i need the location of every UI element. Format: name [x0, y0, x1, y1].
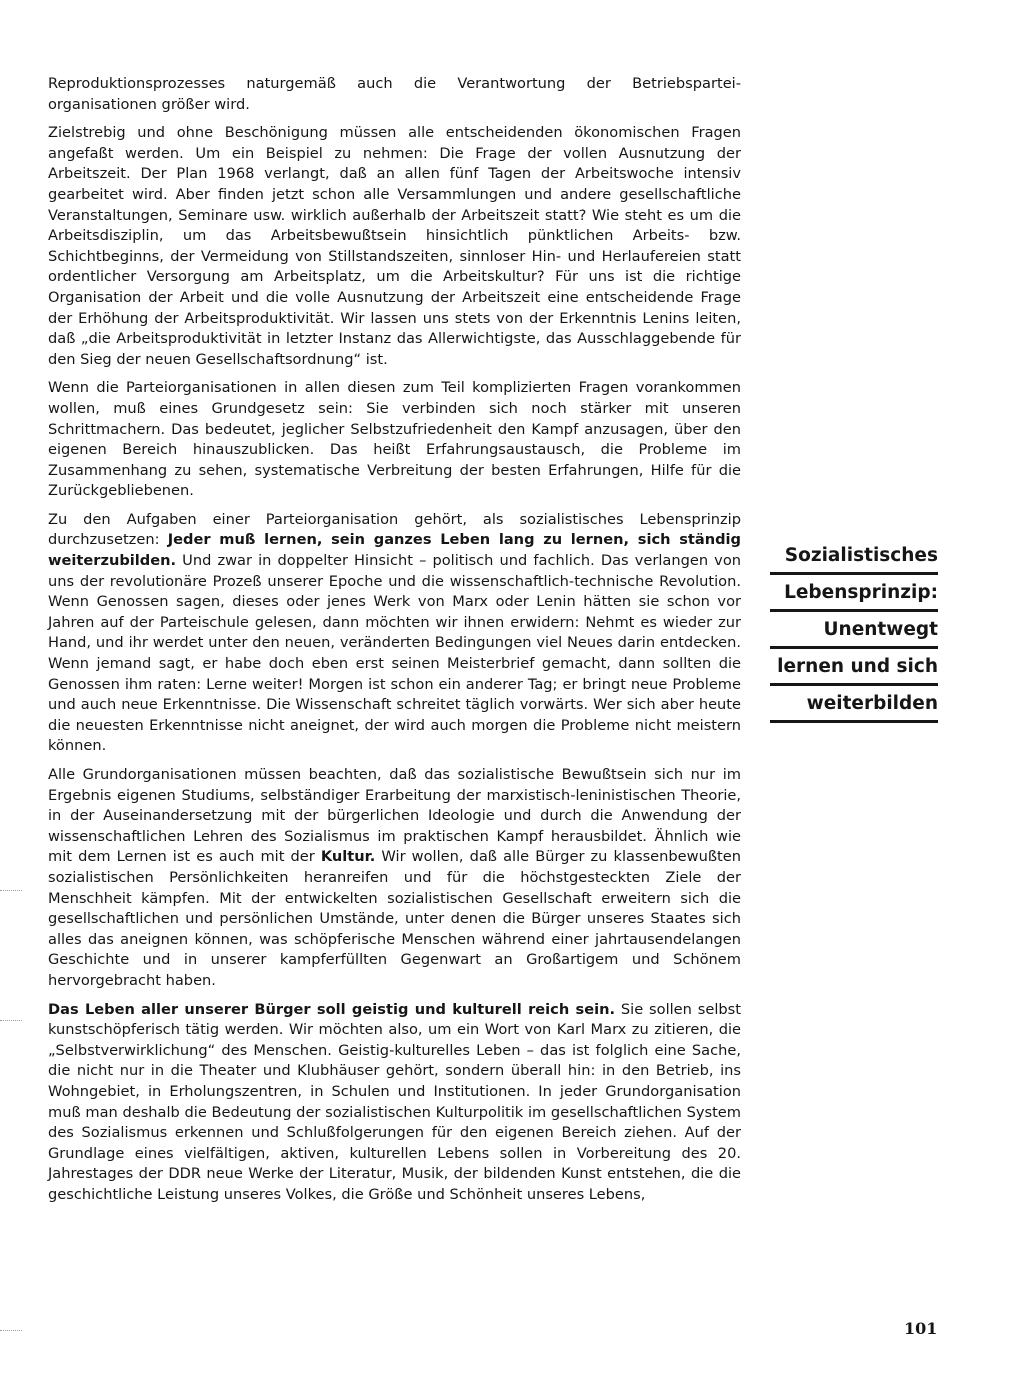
emphasized-text: Das Leben aller unserer Bürger soll geistig und kulturell reich sein. [48, 1000, 616, 1018]
page-number: 101 [904, 1319, 938, 1338]
paragraph [48, 1000, 741, 1206]
text-segment: Wenn die Parteiorganisationen in allen diesen zum Teil komplizierten Fragen vorankommen wollen, muß eines Grundgesetz sein: Sie verbinden sich noch stärker mit unseren Schrittmachern. Das bedeutet, jeglicher Selbstzufriedenheit den Kampf anzusagen, über den eigenen Bereich hinauszublicken. Das heißt Erfahrungsaustausch, die Probleme im Zusammenhang zu sehen, systematische Verbreitung der besten Erfahrungen, Hilfe für die Zurückgebliebenen. [48, 379, 741, 500]
text-segment: Und zwar in doppelter Hinsicht – politisch und fachlich. Das verlangen von uns der revolutionäre Prozeß unserer Epoche und die wissenschaftlich-technische Revolution. Wenn Genossen sagen, dieses oder jenes Werk von Marx oder Lenin hätten sie schon vor Jahren auf der Parteischule gelesen, dann möchten wir ihnen erwidern: Nehmt es wieder zur Hand, und ihr werdet unter den neuen, veränderten Bedingungen viel Neues darin entdecken. Wenn jemand sagt, er habe doch eben erst seinen Meisterbrief gemacht, dann sollten die Genossen ihm raten: Lerne weiter! Morgen ist schon ein anderer Tag; er bringt neue Probleme und auch neue Erkenntnisse. Die Wissenschaft schreitet täglich vorwärts. Wer sich aber heute die neuesten Erkenntnisse nicht aneignet, der wird auch morgen die Probleme nicht meistern können. [48, 552, 741, 755]
text-segment: Zielstrebig und ohne Beschönigung müssen alle entscheidenden ökonomischen Fragen angefaßt werden. Um ein Beispiel zu nehmen: Die Frage der vollen Ausnutzung der Arbeitszeit. Der Plan 1968 verlangt, daß an allen fünf Tagen der Arbeitswoche intensiv gearbeitet wird. Aber finden jetzt schon alle Versammlungen und andere gesellschaftliche Veranstaltungen, Seminare usw. wirklich außerhalb der Arbeitszeit statt? Wie steht es um die Arbeitsdisziplin, um das Arbeitsbewußtsein hinsichtlich pünktlichen Arbeits- bzw. Schichtbeginns, der Vermeidung von Stillstandszeiten, sinnloser Hin- und Herlaufereien statt ordentlicher Versorgung am Arbeitsplatz, um die Arbeitskultur? Für uns ist die richtige Organisation der Arbeit und die volle Ausnutzung der Arbeitszeit eine entscheidende Frage der Erhöhung der Arbeitsproduktivität. Wir lassen uns stets von der Erkenntnis Lenins leiten, daß „die Arbeitsproduktivität in letzter Instanz das Allerwichtigste, das Ausschlaggebende für den Sieg der neuen Gesellschaftsordnung“ ist. [48, 124, 741, 368]
body-text-column [48, 74, 741, 1213]
text-segment: Zu den Aufgaben einer Parteiorganisation gehört, als sozialistisches Lebensprinzip durchzusetzen: [48, 510, 741, 549]
paragraph [48, 123, 741, 370]
binding-mark [0, 890, 22, 895]
paragraph [48, 74, 741, 115]
paragraph [48, 510, 741, 757]
margin-heading-line: Unentwegt [770, 615, 938, 649]
text-segment: Sie sollen selbst kunstschöpferisch tätig werden. Wir möchten also, um ein Wort von Karl Marx zu zitieren, die „Selbstverwirklichung“ des Menschen. Geistig-kulturelles Leben – das ist folglich eine Sache, die nicht nur in die Theater und Klubhäuser gehört, sondern überall hin: in den Betrieb, ins Wohngebiet, in Erholungszentren, in Schulen und Institutionen. In jeder Grundorganisation muß man deshalb die Bedeutung der sozialistischen Kulturpolitik im gesellschaftlichen System des Sozialismus erkennen und Schlußfolgerungen für den eigenen Bereich ziehen. Auf der Grundlage eines vielfältigen, aktiven, kulturellen Lebens sollen in Vorbereitung des 20. Jahrestages der DDR neue Werke der Literatur, Musik, der bildenden Kunst entstehen, die die geschichtliche Leistung unseres Volkes, die Größe und Schönheit unseres Lebens, [48, 1000, 741, 1203]
margin-heading-line: lernen und sich [770, 652, 938, 686]
binding-mark [0, 1020, 22, 1025]
text-segment: Alle Grundorganisationen müssen beachten, daß das sozialistische Bewußtsein sich nur im Ergebnis eigenen Studiums, selbständiger Erarbeitung der marxistisch-leninistischen Theorie, in der Auseinandersetzung mit der bürgerlichen Ideologie und durch die Anwendung der wissenschaftlichen Lehren des Sozialismus im praktischen Kampf herausbildet. Ähnlich wie mit dem Lernen ist es auch mit der [48, 766, 741, 866]
margin-heading-line: Sozialistisches [770, 541, 938, 575]
text-segment: Reproduktionsprozesses naturgemäß auch die Verantwortung der Betriebspartei-organisationen größer wird. [48, 75, 741, 113]
margin-heading-line: Lebensprinzip: [770, 578, 938, 612]
paragraph [48, 765, 741, 992]
paragraph [48, 378, 741, 502]
emphasized-text: Jeder muß lernen, sein ganzes Leben lang zu lernen, sich ständig weiterzubilden. [48, 531, 741, 570]
emphasized-text: Kultur. [320, 848, 376, 866]
binding-mark [0, 1330, 22, 1335]
text-segment: Wir wollen, daß alle Bürger zu klassenbewußten sozialistischen Persönlichkeiten heranreifen und für die höchstgesteckten Ziele der Menschheit kämpfen. Mit der entwickelten sozialistischen Gesellschaft erweitern sich die gesellschaftlichen und persönlichen Umstände, unter denen die Bürger unseres Staates sich alles das aneignen können, was schöpferische Menschen während einer jahrtausendelangen Geschichte und in unserer kampferfüllten Gegenwart an Großartigem und Schönem hervorgebracht haben. [48, 848, 741, 989]
margin-heading [770, 541, 938, 723]
margin-heading-line: weiterbilden [770, 689, 938, 723]
